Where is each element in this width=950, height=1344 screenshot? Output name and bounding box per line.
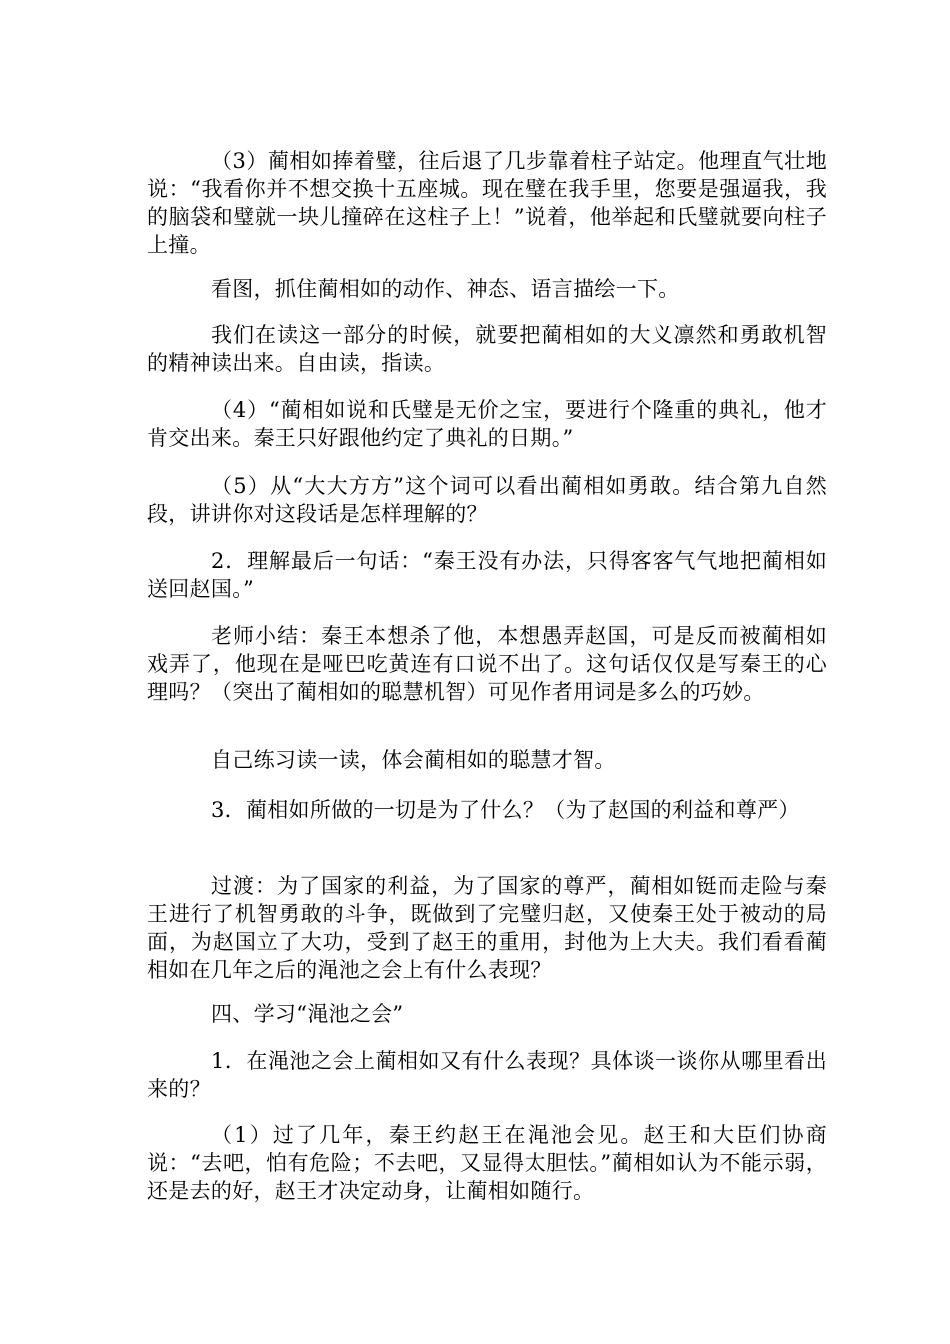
paragraph-understand-last-sentence: 2．理解最后一句话：“秦王没有办法，只得客客气气地把蔺相如送回赵国。” xyxy=(147,549,827,601)
paragraph-look-at-picture: 看图，抓住蔺相如的动作、神态、语言描绘一下。 xyxy=(211,277,680,301)
section-heading-mianchi-meeting: 四、学习“渑池之会” xyxy=(211,1002,404,1026)
paragraph-purpose-question: 3．蔺相如所做的一切是为了什么？（为了赵国的利益和尊严） xyxy=(211,798,800,822)
paragraph-teacher-summary: 老师小结：秦王本想杀了他，本想愚弄赵国，可是反而被蔺相如戏弄了，他现在是哑巴吃黄连有口说不出了。这句话仅仅是写秦王的心理吗？（突出了蔺相如的聪慧机智）可见作者用词是多么的巧妙。 xyxy=(147,624,827,704)
paragraph-transition: 过渡：为了国家的利益，为了国家的尊严，蔺相如铤而走险与秦王进行了机智勇敢的斗争，既做到了完璧归赵，又使秦王处于被动的局面，为赵国立了大功，受到了赵王的重用，封他为上大夫。我们看看蔺相如在几年之后的渑池之会上有什么表现？ xyxy=(147,874,827,982)
paragraph-read-aloud-instruction: 我们在读这一部分的时候，就要把蔺相如的大义凛然和勇敢机智的精神读出来。自由读，指读。 xyxy=(147,323,827,375)
paragraph-practice-reading: 自己练习读一读，体会蔺相如的聪慧才智。 xyxy=(211,748,616,772)
paragraph-mianchi-question: 1．在渑池之会上蔺相如又有什么表现？具体谈一谈你从哪里看出来的？ xyxy=(147,1049,827,1101)
paragraph-3-lift-jade: （3）蔺相如捧着璧，往后退了几步靠着柱子站定。他理直气壮地说：“我看你并不想交换十五座城。现在璧在我手里，您要是强逼我，我的脑袋和璧就一块儿撞碎在这柱子上！”说着，他举起和氏璧就要向柱子上撞。 xyxy=(147,149,827,257)
paragraph-4-ceremony: （4）“蔺相如说和氏璧是无价之宝，要进行个隆重的典礼，他才肯交出来。秦王只好跟他约定了典礼的日期。” xyxy=(147,398,827,450)
paragraph-1-years-later: （1）过了几年，秦王约赵王在渑池会见。赵王和大臣们协商说：“去吧，怕有危险；不去吧，又显得太胆怯。”蔺相如认为不能示弱，还是去的好，赵王才决定动身，让蔺相如随行。 xyxy=(147,1123,827,1203)
paragraph-5-generous: （5）从“大大方方”这个词可以看出蔺相如勇敢。结合第九自然段，讲讲你对这段话是怎样理解的？ xyxy=(147,474,827,526)
